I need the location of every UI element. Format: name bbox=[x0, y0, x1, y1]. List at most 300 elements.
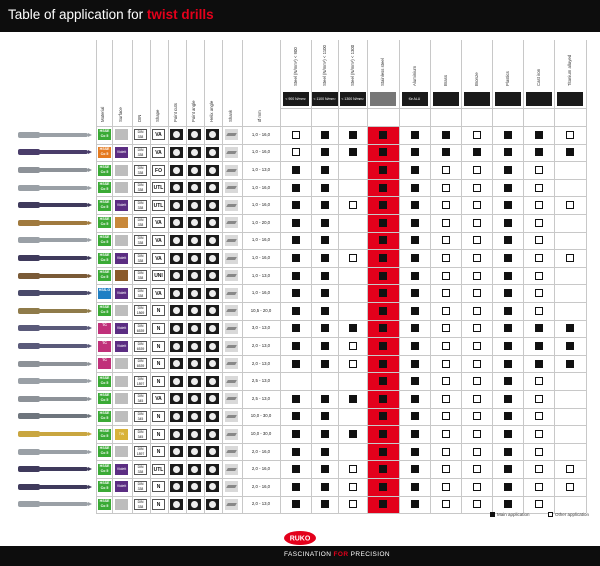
point-angle-icon bbox=[188, 270, 201, 281]
main-application-mark bbox=[379, 483, 387, 491]
shank-icon bbox=[225, 253, 238, 264]
point-cut-icon bbox=[170, 429, 183, 440]
other-application-mark bbox=[442, 377, 450, 385]
other-application-mark bbox=[535, 184, 543, 192]
other-application-mark bbox=[535, 500, 543, 508]
other-application-mark bbox=[349, 500, 357, 508]
drill-image bbox=[18, 168, 88, 172]
diameter-range: 1,0 - 16,0 bbox=[251, 184, 271, 190]
main-application-mark bbox=[292, 254, 300, 262]
main-application-mark bbox=[379, 148, 387, 156]
grid-hline bbox=[96, 179, 586, 180]
point-angle-icon bbox=[188, 393, 201, 404]
main-application-mark bbox=[379, 448, 387, 456]
main-application-mark bbox=[321, 289, 329, 297]
helix-angle-icon bbox=[206, 147, 219, 158]
helix-angle-icon bbox=[206, 165, 219, 176]
main-application-mark bbox=[292, 360, 300, 368]
main-application-mark bbox=[442, 148, 450, 156]
diameter-range: 2,5 - 13,0 bbox=[251, 378, 271, 384]
main-application-mark bbox=[411, 412, 419, 420]
other-application-mark bbox=[535, 448, 543, 456]
material-badge: TC bbox=[98, 323, 111, 334]
app-icon-8 bbox=[526, 92, 552, 106]
helix-angle-icon bbox=[206, 376, 219, 387]
material-badge: HSSE Co 5 bbox=[99, 164, 110, 174]
main-application-mark bbox=[349, 131, 357, 139]
main-application-mark bbox=[321, 219, 329, 227]
main-application-mark bbox=[379, 360, 387, 368]
shape-label: VA bbox=[152, 129, 165, 140]
main-application-mark bbox=[379, 166, 387, 174]
surface-swatch: Violett bbox=[115, 288, 128, 299]
main-application-mark bbox=[379, 307, 387, 315]
main-application-mark bbox=[535, 131, 543, 139]
point-cut-icon bbox=[170, 499, 183, 510]
main-application-mark bbox=[379, 289, 387, 297]
main-application-mark bbox=[321, 131, 329, 139]
other-application-mark bbox=[535, 377, 543, 385]
grid-hline bbox=[96, 460, 586, 461]
surface-swatch bbox=[115, 235, 128, 246]
din-label: DIN 345 bbox=[134, 429, 147, 440]
drill-image bbox=[18, 414, 88, 418]
main-application-mark bbox=[321, 254, 329, 262]
shape-label: VA bbox=[152, 235, 165, 246]
point-cut-icon bbox=[170, 341, 183, 352]
surface-swatch: Violett bbox=[115, 323, 128, 334]
material-badge: HSSE Co 5 bbox=[99, 481, 110, 491]
grid-hline bbox=[96, 302, 586, 303]
diameter-range: 1,0 - 16,0 bbox=[251, 255, 271, 260]
din-label: DIN 338 bbox=[134, 147, 147, 158]
app-header-0: Steel (N/mm²) < 900 bbox=[292, 47, 298, 86]
main-application-mark bbox=[504, 377, 512, 385]
main-application-mark bbox=[379, 131, 387, 139]
shape-label: N bbox=[152, 358, 165, 369]
point-cut-icon bbox=[170, 393, 183, 404]
main-application-mark bbox=[411, 201, 419, 209]
shank-icon bbox=[225, 341, 238, 352]
diameter-range: 10,5 - 20,0 bbox=[250, 307, 272, 313]
grid-hline bbox=[96, 390, 586, 391]
helix-angle-icon bbox=[206, 429, 219, 440]
material-badge: HSSE Co 5 bbox=[99, 217, 110, 227]
other-application-mark bbox=[566, 131, 574, 139]
grid-hline bbox=[96, 496, 586, 497]
main-application-mark bbox=[379, 236, 387, 244]
other-application-mark bbox=[473, 465, 481, 473]
tagline-part-a: FASCINATION bbox=[284, 551, 334, 558]
shank-icon bbox=[225, 288, 238, 299]
point-cut-icon bbox=[170, 305, 183, 316]
tagline-part-c: PRECISION bbox=[348, 551, 390, 558]
other-application-mark bbox=[535, 272, 543, 280]
helix-angle-icon bbox=[206, 499, 219, 510]
main-application-mark bbox=[535, 360, 543, 368]
shape-label: N bbox=[152, 341, 165, 352]
main-application-mark bbox=[411, 377, 419, 385]
helix-angle-icon bbox=[206, 253, 219, 264]
main-application-mark bbox=[379, 324, 387, 332]
other-application-mark bbox=[473, 272, 481, 280]
din-label: DIN 345 bbox=[134, 393, 147, 404]
main-application-mark bbox=[321, 272, 329, 280]
tagline-part-b: FOR bbox=[333, 551, 349, 558]
point-cut-icon bbox=[170, 446, 183, 457]
other-application-mark bbox=[535, 465, 543, 473]
shank-icon bbox=[225, 429, 238, 440]
main-application-mark bbox=[292, 448, 300, 456]
other-application-mark bbox=[442, 307, 450, 315]
drill-image bbox=[18, 256, 88, 260]
helix-angle-icon bbox=[206, 341, 219, 352]
shape-label: VA bbox=[152, 253, 165, 264]
material-badge: HSSE Co 5 bbox=[99, 234, 110, 244]
main-application-mark bbox=[411, 307, 419, 315]
diameter-range: 3,0 - 13,0 bbox=[251, 325, 271, 331]
drill-image bbox=[18, 133, 88, 137]
point-cut-icon bbox=[170, 129, 183, 140]
shape-label: UTL bbox=[152, 464, 165, 475]
shank-icon bbox=[225, 147, 238, 158]
helix-angle-icon bbox=[206, 129, 219, 140]
material-badge: HSSE Co 5 bbox=[99, 393, 110, 403]
point-angle-icon bbox=[188, 147, 201, 158]
grid-vline bbox=[586, 40, 587, 513]
main-application-mark bbox=[321, 324, 329, 332]
material-badge: HSSE Co 5 bbox=[99, 129, 110, 139]
main-application-mark bbox=[411, 395, 419, 403]
main-application-mark bbox=[379, 395, 387, 403]
shape-label: VA bbox=[152, 393, 165, 404]
main-application-mark bbox=[504, 500, 512, 508]
helix-angle-icon bbox=[206, 411, 219, 422]
diameter-range: 1,0 - 16,0 bbox=[251, 149, 271, 155]
main-application-mark bbox=[292, 272, 300, 280]
shape-label: N bbox=[152, 446, 165, 457]
helix-angle-icon bbox=[206, 270, 219, 281]
grid-hline bbox=[96, 267, 586, 268]
legend-other-square-icon bbox=[548, 512, 553, 517]
surface-swatch: Violett bbox=[115, 341, 128, 352]
other-application-mark bbox=[473, 412, 481, 420]
din-label: DIN 1897 bbox=[134, 376, 147, 387]
drill-image bbox=[18, 379, 88, 383]
main-application-mark bbox=[379, 201, 387, 209]
main-application-mark bbox=[379, 272, 387, 280]
other-application-mark bbox=[473, 131, 481, 139]
point-angle-icon bbox=[188, 305, 201, 316]
diameter-range: 1,0 - 16,0 bbox=[251, 237, 271, 243]
diameter-range: 2,0 - 13,0 bbox=[251, 501, 271, 507]
app-icon-4: für ALU bbox=[402, 92, 428, 106]
main-application-mark bbox=[504, 395, 512, 403]
grid-hline bbox=[96, 196, 586, 197]
point-cut-icon bbox=[170, 182, 183, 193]
surface-swatch bbox=[115, 270, 128, 281]
main-application-mark bbox=[411, 430, 419, 438]
surface-swatch bbox=[115, 217, 128, 228]
din-label: DIN 338 bbox=[134, 182, 147, 193]
point-angle-icon bbox=[188, 341, 201, 352]
main-application-mark bbox=[504, 430, 512, 438]
main-application-mark bbox=[321, 395, 329, 403]
point-angle-icon bbox=[188, 217, 201, 228]
helix-angle-icon bbox=[206, 217, 219, 228]
main-application-mark bbox=[504, 131, 512, 139]
din-label: DIN 338 bbox=[134, 217, 147, 228]
material-badge: HSSE Co 5 bbox=[99, 146, 110, 156]
shank-icon bbox=[225, 323, 238, 334]
main-application-mark bbox=[379, 219, 387, 227]
shape-label: N bbox=[152, 411, 165, 422]
other-application-mark bbox=[473, 360, 481, 368]
helix-angle-icon bbox=[206, 288, 219, 299]
other-application-mark bbox=[535, 289, 543, 297]
main-application-mark bbox=[349, 324, 357, 332]
main-application-mark bbox=[411, 465, 419, 473]
point-angle-icon bbox=[188, 358, 201, 369]
surface-swatch bbox=[115, 358, 128, 369]
other-application-mark bbox=[442, 272, 450, 280]
shank-icon bbox=[225, 446, 238, 457]
main-application-mark bbox=[411, 448, 419, 456]
other-application-mark bbox=[473, 395, 481, 403]
shank-icon bbox=[225, 464, 238, 475]
diameter-range: 1,0 - 13,0 bbox=[251, 167, 271, 172]
drill-image bbox=[18, 362, 88, 366]
point-cut-icon bbox=[170, 376, 183, 387]
other-application-mark bbox=[535, 236, 543, 244]
material-badge: HSSE Co 5 bbox=[99, 428, 110, 438]
surface-swatch: Violett bbox=[115, 253, 128, 264]
point-angle-icon bbox=[188, 182, 201, 193]
main-application-mark bbox=[292, 166, 300, 174]
other-application-mark bbox=[473, 430, 481, 438]
point-angle-icon bbox=[188, 499, 201, 510]
main-application-mark bbox=[321, 500, 329, 508]
shape-label: N bbox=[152, 305, 165, 316]
app-header-7: Plastics bbox=[504, 71, 510, 86]
other-application-mark bbox=[473, 219, 481, 227]
drill-image bbox=[18, 485, 88, 489]
main-application-mark bbox=[411, 131, 419, 139]
legend-main-label: Main application bbox=[497, 512, 530, 517]
other-application-mark bbox=[442, 236, 450, 244]
other-application-mark bbox=[535, 483, 543, 491]
point-angle-icon bbox=[188, 200, 201, 211]
main-application-mark bbox=[411, 166, 419, 174]
title-highlight: twist drills bbox=[146, 7, 214, 22]
main-application-mark bbox=[292, 412, 300, 420]
column-header-5: Point angle bbox=[191, 100, 196, 122]
shank-icon bbox=[225, 217, 238, 228]
other-application-mark bbox=[473, 236, 481, 244]
main-application-mark bbox=[379, 184, 387, 192]
point-angle-icon bbox=[188, 323, 201, 334]
main-application-mark bbox=[504, 148, 512, 156]
diameter-range: 1,0 - 20,0 bbox=[251, 219, 271, 225]
main-application-mark bbox=[504, 342, 512, 350]
drill-image bbox=[18, 450, 88, 454]
din-label: DIN 6539 bbox=[134, 323, 147, 334]
other-application-mark bbox=[442, 219, 450, 227]
column-header-6: Helix angle bbox=[209, 100, 214, 122]
din-label: DIN 338 bbox=[134, 270, 147, 281]
point-angle-icon bbox=[188, 429, 201, 440]
grid-hline bbox=[96, 408, 586, 409]
din-label: DIN 338 bbox=[134, 129, 147, 140]
other-application-mark bbox=[292, 148, 300, 156]
helix-angle-icon bbox=[206, 358, 219, 369]
grid-hline bbox=[96, 372, 586, 373]
shape-label: N bbox=[152, 323, 165, 334]
other-application-mark bbox=[349, 201, 357, 209]
column-header-2: DIN bbox=[137, 114, 142, 122]
other-application-mark bbox=[473, 500, 481, 508]
main-application-mark bbox=[292, 483, 300, 491]
main-application-mark bbox=[411, 483, 419, 491]
main-application-mark bbox=[292, 500, 300, 508]
main-application-mark bbox=[292, 342, 300, 350]
diameter-range: 1,0 - 16,0 bbox=[251, 202, 271, 208]
other-application-mark bbox=[473, 483, 481, 491]
main-application-mark bbox=[504, 236, 512, 244]
other-application-mark bbox=[473, 342, 481, 350]
material-badge: HSSE Co 5 bbox=[99, 498, 110, 508]
din-label: DIN 338 bbox=[134, 165, 147, 176]
surface-swatch bbox=[115, 182, 128, 193]
other-application-mark bbox=[473, 448, 481, 456]
other-application-mark bbox=[566, 465, 574, 473]
other-application-mark bbox=[473, 307, 481, 315]
surface-swatch bbox=[115, 165, 128, 176]
main-application-mark bbox=[321, 342, 329, 350]
shape-label: VA bbox=[152, 217, 165, 228]
main-application-mark bbox=[504, 465, 512, 473]
main-application-mark bbox=[535, 148, 543, 156]
ruko-logo bbox=[283, 530, 317, 546]
point-cut-icon bbox=[170, 200, 183, 211]
other-application-mark bbox=[442, 342, 450, 350]
point-cut-icon bbox=[170, 481, 183, 492]
drill-image bbox=[18, 502, 88, 506]
point-cut-icon bbox=[170, 217, 183, 228]
shank-icon bbox=[225, 182, 238, 193]
shank-icon bbox=[225, 499, 238, 510]
main-application-mark bbox=[473, 148, 481, 156]
material-badge: HSSE Co 5 bbox=[99, 463, 110, 473]
helix-angle-icon bbox=[206, 464, 219, 475]
main-application-mark bbox=[379, 430, 387, 438]
other-application-mark bbox=[473, 166, 481, 174]
main-application-mark bbox=[504, 412, 512, 420]
legend-other bbox=[548, 512, 589, 517]
column-header-8: Ø mm bbox=[257, 110, 262, 122]
main-application-mark bbox=[504, 254, 512, 262]
main-application-mark bbox=[321, 184, 329, 192]
point-cut-icon bbox=[170, 411, 183, 422]
diameter-range: 1,0 - 13,0 bbox=[251, 272, 271, 278]
material-badge: HSSE Co 5 bbox=[99, 252, 110, 262]
main-application-mark bbox=[379, 412, 387, 420]
grid-hline bbox=[96, 126, 586, 127]
main-application-mark bbox=[442, 131, 450, 139]
shape-label: UTL bbox=[152, 200, 165, 211]
shank-icon bbox=[225, 358, 238, 369]
shape-label: UTL bbox=[152, 182, 165, 193]
helix-angle-icon bbox=[206, 200, 219, 211]
main-application-mark bbox=[504, 307, 512, 315]
point-cut-icon bbox=[170, 464, 183, 475]
main-application-mark bbox=[411, 254, 419, 262]
app-header-3: Stainless steel bbox=[380, 58, 385, 86]
app-icon-3 bbox=[370, 92, 396, 106]
shank-icon bbox=[225, 481, 238, 492]
main-application-mark bbox=[321, 448, 329, 456]
grid-hline bbox=[96, 232, 586, 233]
footer-bar bbox=[0, 546, 600, 566]
drill-image bbox=[18, 397, 88, 401]
main-application-mark bbox=[504, 184, 512, 192]
point-angle-icon bbox=[188, 235, 201, 246]
main-application-mark bbox=[321, 236, 329, 244]
main-application-mark bbox=[411, 219, 419, 227]
material-badge: HSSE Co 5 bbox=[99, 270, 110, 280]
column-header-0: Material bbox=[100, 106, 105, 122]
point-angle-icon bbox=[188, 446, 201, 457]
shank-icon bbox=[225, 376, 238, 387]
main-application-mark bbox=[411, 342, 419, 350]
other-application-mark bbox=[442, 254, 450, 262]
legend-other-label: Other application bbox=[555, 512, 590, 517]
main-application-mark bbox=[504, 483, 512, 491]
material-badge: HSSE Co 5 bbox=[99, 410, 110, 420]
diameter-range: 2,0 - 16,0 bbox=[251, 466, 271, 472]
diameter-range: 1,0 - 16,0 bbox=[251, 131, 271, 137]
main-application-mark bbox=[504, 289, 512, 297]
main-application-mark bbox=[349, 395, 357, 403]
other-application-mark bbox=[473, 201, 481, 209]
main-application-mark bbox=[411, 360, 419, 368]
helix-angle-icon bbox=[206, 446, 219, 457]
grid-hline bbox=[96, 425, 586, 426]
din-label: DIN 1869 bbox=[134, 305, 147, 316]
din-label: DIN 338 bbox=[134, 499, 147, 510]
app-header-9: Titanium alloyed bbox=[567, 54, 572, 86]
other-application-mark bbox=[442, 500, 450, 508]
grid-hline bbox=[96, 144, 586, 145]
other-application-mark bbox=[442, 201, 450, 209]
point-cut-icon bbox=[170, 270, 183, 281]
diameter-range: 10,0 - 30,0 bbox=[250, 431, 272, 436]
drill-image bbox=[18, 238, 88, 242]
app-icon-6 bbox=[464, 92, 490, 106]
other-application-mark bbox=[535, 430, 543, 438]
diameter-range: 2,0 - 16,0 bbox=[251, 448, 271, 454]
main-application-mark bbox=[292, 236, 300, 244]
grid-hline bbox=[96, 355, 586, 356]
drill-image bbox=[18, 291, 88, 295]
material-badge: TC bbox=[98, 358, 111, 369]
shank-icon bbox=[225, 200, 238, 211]
column-header-1: Surface bbox=[118, 107, 123, 122]
material-badge: TC bbox=[98, 341, 111, 352]
drill-image bbox=[18, 432, 88, 436]
other-application-mark bbox=[535, 412, 543, 420]
point-cut-icon bbox=[170, 235, 183, 246]
